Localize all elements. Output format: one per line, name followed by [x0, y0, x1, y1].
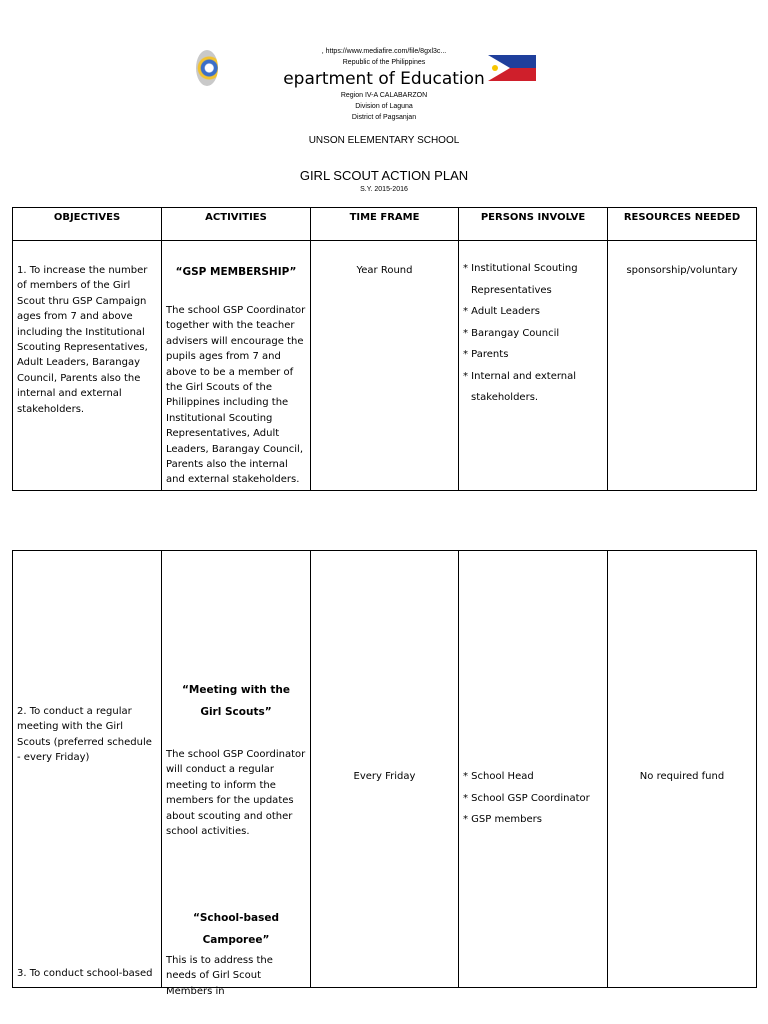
plan-title: GIRL SCOUT ACTION PLAN [299, 168, 469, 183]
activity-title-2b: Girl Scouts” [200, 706, 272, 718]
school-year: S.Y. 2015-2016 [360, 186, 408, 193]
list-item: * Adult Leaders [463, 306, 540, 317]
objective-3: 3. To conduct school-based [17, 968, 153, 979]
list-item: * Parents [463, 349, 509, 360]
school-seal-icon [196, 50, 218, 86]
col-persons-involve: PERSONS INVOLVE [459, 208, 608, 241]
list-item: stakeholders. [471, 392, 539, 403]
activity-description-2: The school GSP Coordinator will conduct a regular meeting to inform the members for the updates about scouting and other school activities. [166, 749, 306, 838]
activity-description: The school GSP Coordinator together with the teacher advisers will encourage the pupils ages from 7 and above to be a member of the Girl Scouts of the Philippines including the Institutional Scouting Representatives, Adult Leaders, Barangay Council, Parents also the internal and external stakeholders. [166, 305, 306, 486]
activity-title-3: “School-based Camporee” [192, 912, 280, 946]
resources-2: No required fund [639, 771, 725, 782]
activity-title-2a: “Meeting with the [182, 684, 290, 696]
list-item: Representatives [471, 284, 552, 296]
list-item: * Internal and external [463, 370, 577, 382]
col-resources-needed: RESOURCES NEEDED [608, 208, 757, 241]
philippine-flag-icon [488, 55, 536, 81]
col-activities: ACTIVITIES [162, 208, 311, 241]
time-frame-2: Every Friday [353, 771, 416, 782]
persons-cell [459, 551, 608, 988]
list-item: * GSP members [463, 814, 542, 825]
resources-cell [608, 551, 757, 988]
action-plan-table-1 [12, 207, 757, 491]
objective-cell: 1. To increase the number of members of the Girl Scout thru GSP Campaign ages from 7 and above including the Institutional Scouting Representatives, Adult Leaders, Barangay Council, Parents also the internal and external stakeholders. [13, 241, 162, 491]
time-frame-cell [311, 551, 459, 988]
department-title: epartment of Education [283, 69, 485, 89]
col-objectives: OBJECTIVES [13, 208, 162, 241]
activity-cell [162, 241, 311, 491]
objective-cell [13, 551, 162, 988]
header-row [13, 208, 757, 241]
list-item: * Barangay Council [463, 327, 560, 339]
list-item: * School Head [463, 771, 534, 782]
activity-title: “GSP MEMBERSHIP” [175, 266, 297, 278]
activity-cell [162, 551, 311, 997]
url-line: , https://www.mediafire.com/file/8gxl3c... [321, 48, 447, 55]
region-line: Region IV-A CALABARZON [340, 92, 428, 99]
objective-2: 2. To conduct a regular meeting with the Girl Scouts (preferred schedule - every Friday) [17, 706, 152, 764]
table-row [13, 241, 757, 491]
division-line: Division of Laguna [355, 103, 413, 110]
col-time-frame: TIME FRAME [311, 208, 459, 241]
table-row [13, 551, 757, 988]
persons-cell [459, 241, 608, 491]
republic-line: Republic of the Philippines [342, 59, 426, 66]
resources-cell: sponsorship/voluntary [608, 241, 757, 491]
list-item: * Institutional Scouting [463, 263, 578, 274]
list-item: * School GSP Coordinator [463, 792, 590, 804]
school-name: UNSON ELEMENTARY SCHOOL [308, 135, 460, 146]
district-line: District of Pagsanjan [351, 114, 417, 121]
time-frame-cell: Year Round [311, 241, 459, 491]
persons-list-2 [463, 766, 603, 831]
activity-description-3: This is to address the needs of Girl Scout Members in [166, 955, 273, 997]
action-plan-table-2 [12, 550, 757, 997]
